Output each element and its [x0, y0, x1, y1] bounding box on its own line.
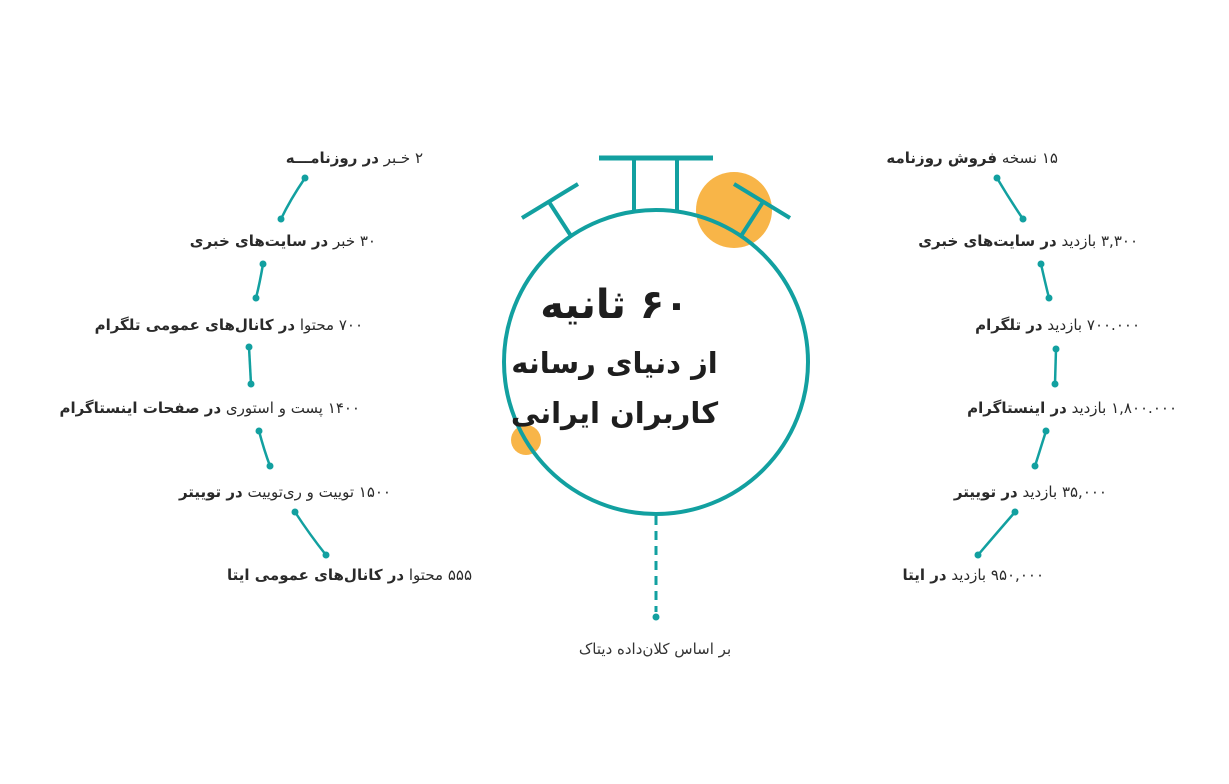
- item-value: ۷۰۰.۰۰۰ بازدید: [1042, 316, 1140, 334]
- orange-accent-circle-large: [696, 172, 772, 248]
- left-item-newspaper: [286, 148, 423, 168]
- item-label: در سایت‌های خبری: [918, 232, 1057, 250]
- item-label: در سایت‌های خبری: [189, 232, 329, 250]
- item-value: ۷۰۰ محتوا: [295, 316, 363, 334]
- item-label: در تلگرام: [975, 316, 1043, 334]
- item-label: در کانال‌های عمومی تلگرام: [94, 316, 296, 334]
- item-value: ۲ خـبر: [378, 149, 423, 167]
- item-value: ۳۰ خبر: [328, 232, 376, 250]
- connector-dot: [323, 552, 330, 559]
- connector-dot: [267, 463, 274, 470]
- item-value: ۱,۸۰۰.۰۰۰ بازدید: [1066, 399, 1177, 417]
- item-label: در کانال‌های عمومی ایتا: [227, 566, 405, 584]
- connector-dot: [260, 261, 267, 268]
- title-subtitle-line2: کاربران ایرانی: [510, 396, 719, 430]
- item-value: ۳,۳۰۰ بازدید: [1056, 232, 1138, 250]
- left-item-eitaa: [227, 565, 472, 585]
- right-item-eitaa: [903, 565, 1044, 585]
- item-value: ۱۵۰۰ توییت و ری‌توییت: [242, 483, 391, 501]
- item-label: در اینستاگرام: [967, 399, 1067, 417]
- connector-dot: [1052, 381, 1059, 388]
- item-label: در صفحات اینستاگرام: [59, 399, 222, 417]
- item-label: در توییتر: [953, 483, 1018, 501]
- connector-dot: [1032, 463, 1039, 470]
- connector-dot: [278, 216, 285, 223]
- left-item-instagram: [59, 398, 360, 418]
- left-item-twitter: [179, 482, 391, 502]
- item-value: ۱۴۰۰ پست و استوری: [221, 399, 360, 417]
- stopwatch-left-button-cap: [522, 184, 578, 218]
- right-item-telegram: [975, 315, 1140, 335]
- connector-right-4: [1035, 431, 1046, 466]
- left-item-telegram: [95, 315, 363, 335]
- connector-dot: [292, 509, 299, 516]
- right-item-instagram: [967, 398, 1177, 418]
- connector-dot: [302, 175, 309, 182]
- source-note: بر اساس کلان‌داده دیتاک: [578, 640, 732, 658]
- connector-right-5: [978, 512, 1015, 555]
- item-value: ۳۵,۰۰۰ بازدید: [1017, 483, 1107, 501]
- item-label: در توییتر: [178, 483, 243, 501]
- connector-left-5: [295, 512, 326, 555]
- connector-dot: [975, 552, 982, 559]
- connector-right-1: [997, 178, 1023, 219]
- connector-dot: [994, 175, 1001, 182]
- item-label: در ایتا: [902, 566, 947, 584]
- item-value: ۱۵ نسخه: [997, 149, 1058, 167]
- connector-dot: [1020, 216, 1027, 223]
- dashed-connector-dot: [653, 614, 660, 621]
- title-main: ۶۰ ثانیه: [540, 282, 689, 328]
- left-item-news-sites: [190, 231, 376, 251]
- right-item-twitter: [954, 482, 1107, 502]
- right-item-newspaper-sales: [886, 148, 1058, 168]
- connector-dot: [248, 381, 255, 388]
- connector-left-4: [259, 431, 270, 466]
- right-item-news-sites: [918, 231, 1138, 251]
- item-label: در روزنامـــه: [285, 149, 379, 167]
- title-subtitle-line1: از دنیای رسانه: [511, 346, 718, 380]
- stopwatch-left-button-stem: [549, 202, 571, 236]
- connector-dot: [1012, 509, 1019, 516]
- connector-left-1: [281, 178, 305, 219]
- item-value: ۹۵۰,۰۰۰ بازدید: [946, 566, 1044, 584]
- item-value: ۵۵۵ محتوا: [404, 566, 472, 584]
- connector-dot: [1038, 261, 1045, 268]
- item-label: فروش روزنامه: [886, 149, 998, 167]
